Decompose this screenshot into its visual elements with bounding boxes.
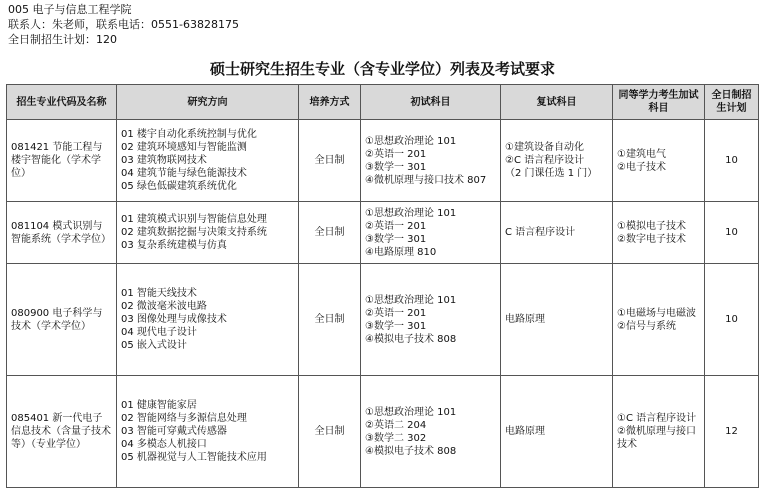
col-header-retest: 复试科目 (501, 85, 613, 120)
college-info (8, 2, 239, 47)
prelim-item: ③数学二 302 (365, 432, 427, 444)
direction-item: 04 现代电子设计 (121, 327, 197, 338)
prelim-item: ①思想政治理论 101 (365, 406, 457, 418)
retest-item: ②C 语言程序设计 (505, 155, 585, 166)
directions-cell (117, 120, 299, 202)
prelim-item: ④微机原理与接口技术 807 (365, 174, 487, 186)
directions-cell (117, 202, 299, 264)
college-name: 005 电子与信息工程学院 (8, 3, 132, 16)
mode-cell: 全日制 (299, 202, 361, 264)
majors-table (6, 84, 759, 488)
extra-item: ①电磁场与电磁波 (617, 307, 696, 319)
direction-item: 01 楼宇自动化系统控制与优化 (121, 129, 257, 140)
table-row (7, 264, 759, 376)
prelim-item: ②英语一 201 (365, 307, 427, 319)
contact-info: 联系人：朱老师，联系电话：0551-63828175 (8, 18, 239, 31)
major-cell: 080900 电子科学与技术（学术学位） (7, 264, 117, 376)
direction-item: 04 建筑节能与绿色能源技术 (121, 168, 247, 179)
table-header-row (7, 85, 759, 120)
table-row (7, 202, 759, 264)
directions-cell (117, 376, 299, 488)
direction-item: 04 多模态人机接口 (121, 439, 207, 450)
extra-item: ①C 语言程序设计 (617, 413, 697, 424)
retest-cell (501, 264, 613, 376)
prelim-item: ①思想政治理论 101 (365, 135, 457, 147)
prelim-item: ③数学一 301 (365, 161, 427, 173)
plan-cell: 10 (705, 120, 759, 202)
direction-item: 01 建筑模式识别与智能信息处理 (121, 214, 267, 225)
col-header-mode: 培养方式 (299, 85, 361, 120)
direction-item: 05 机器视觉与人工智能技术应用 (121, 452, 267, 463)
direction-item: 02 智能网络与多源信息处理 (121, 413, 247, 424)
prelim-item: ②英语一 201 (365, 148, 427, 160)
prelim-item: ④模拟电子技术 808 (365, 445, 457, 457)
prelim-cell (361, 376, 501, 488)
direction-item: 03 建筑物联网技术 (121, 155, 207, 166)
extra-item: ①模拟电子技术 (617, 220, 686, 232)
direction-item: 02 建筑数据挖掘与决策支持系统 (121, 227, 267, 238)
prelim-item: ①思想政治理论 101 (365, 294, 457, 306)
prelim-item: ④电路原理 810 (365, 246, 437, 258)
table-row (7, 376, 759, 488)
retest-item: （2 门课任选 1 门） (505, 168, 598, 179)
major-cell: 081104 模式识别与智能系统（学术学位） (7, 202, 117, 264)
extra-cell (613, 376, 705, 488)
col-header-major: 招生专业代码及名称 (7, 85, 117, 120)
col-header-plan: 全日制招生计划 (705, 85, 759, 120)
mode-cell: 全日制 (299, 264, 361, 376)
direction-item: 02 微波毫米波电路 (121, 301, 207, 312)
extra-item: ②电子技术 (617, 161, 666, 173)
extra-item: ②数字电子技术 (617, 233, 686, 245)
col-header-prelim: 初试科目 (361, 85, 501, 120)
prelim-cell (361, 264, 501, 376)
extra-cell (613, 202, 705, 264)
prelim-item: ④模拟电子技术 808 (365, 333, 457, 345)
direction-item: 03 复杂系统建模与仿真 (121, 240, 227, 251)
direction-item: 03 智能可穿戴式传感器 (121, 426, 227, 437)
direction-item: 03 图像处理与成像技术 (121, 314, 227, 325)
extra-item: ①建筑电气 (617, 148, 666, 160)
retest-item: C 语言程序设计 (505, 227, 576, 238)
mode-cell: 全日制 (299, 376, 361, 488)
direction-item: 02 建筑环境感知与智能监测 (121, 142, 247, 153)
extra-item: ②信号与系统 (617, 320, 676, 332)
direction-item: 01 健康智能家居 (121, 400, 197, 411)
direction-item: 05 绿色低碳建筑系统优化 (121, 181, 237, 192)
prelim-item: ②英语一 201 (365, 220, 427, 232)
plan-cell: 10 (705, 264, 759, 376)
direction-item: 05 嵌入式设计 (121, 340, 187, 351)
col-header-direction: 研究方向 (117, 85, 299, 120)
retest-cell (501, 202, 613, 264)
retest-item: 电路原理 (505, 314, 545, 325)
plan-cell: 12 (705, 376, 759, 488)
mode-cell: 全日制 (299, 120, 361, 202)
major-cell: 085401 新一代电子信息技术（含量子技术等）（专业学位） (7, 376, 117, 488)
major-cell: 081421 节能工程与楼宇智能化（学术学位） (7, 120, 117, 202)
retest-cell (501, 120, 613, 202)
enrollment-plan: 全日制招生计划：120 (8, 33, 117, 46)
prelim-item: ③数学一 301 (365, 233, 427, 245)
page-title: 硕士研究生招生专业（含专业学位）列表及考试要求 (209, 60, 555, 78)
plan-cell: 10 (705, 202, 759, 264)
retest-cell (501, 376, 613, 488)
prelim-item: ②英语二 204 (365, 419, 427, 431)
table-row (7, 120, 759, 202)
retest-item: 电路原理 (505, 426, 545, 437)
prelim-item: ③数学一 301 (365, 320, 427, 332)
directions-cell (117, 264, 299, 376)
prelim-item: ①思想政治理论 101 (365, 207, 457, 219)
prelim-cell (361, 120, 501, 202)
retest-item: ①建筑设备自动化 (505, 142, 584, 153)
extra-item: ②微机原理与接口技术 (617, 426, 696, 450)
col-header-extra: 同等学力考生加试科目 (613, 85, 705, 120)
extra-cell (613, 264, 705, 376)
direction-item: 01 智能天线技术 (121, 288, 197, 299)
prelim-cell (361, 202, 501, 264)
extra-cell (613, 120, 705, 202)
